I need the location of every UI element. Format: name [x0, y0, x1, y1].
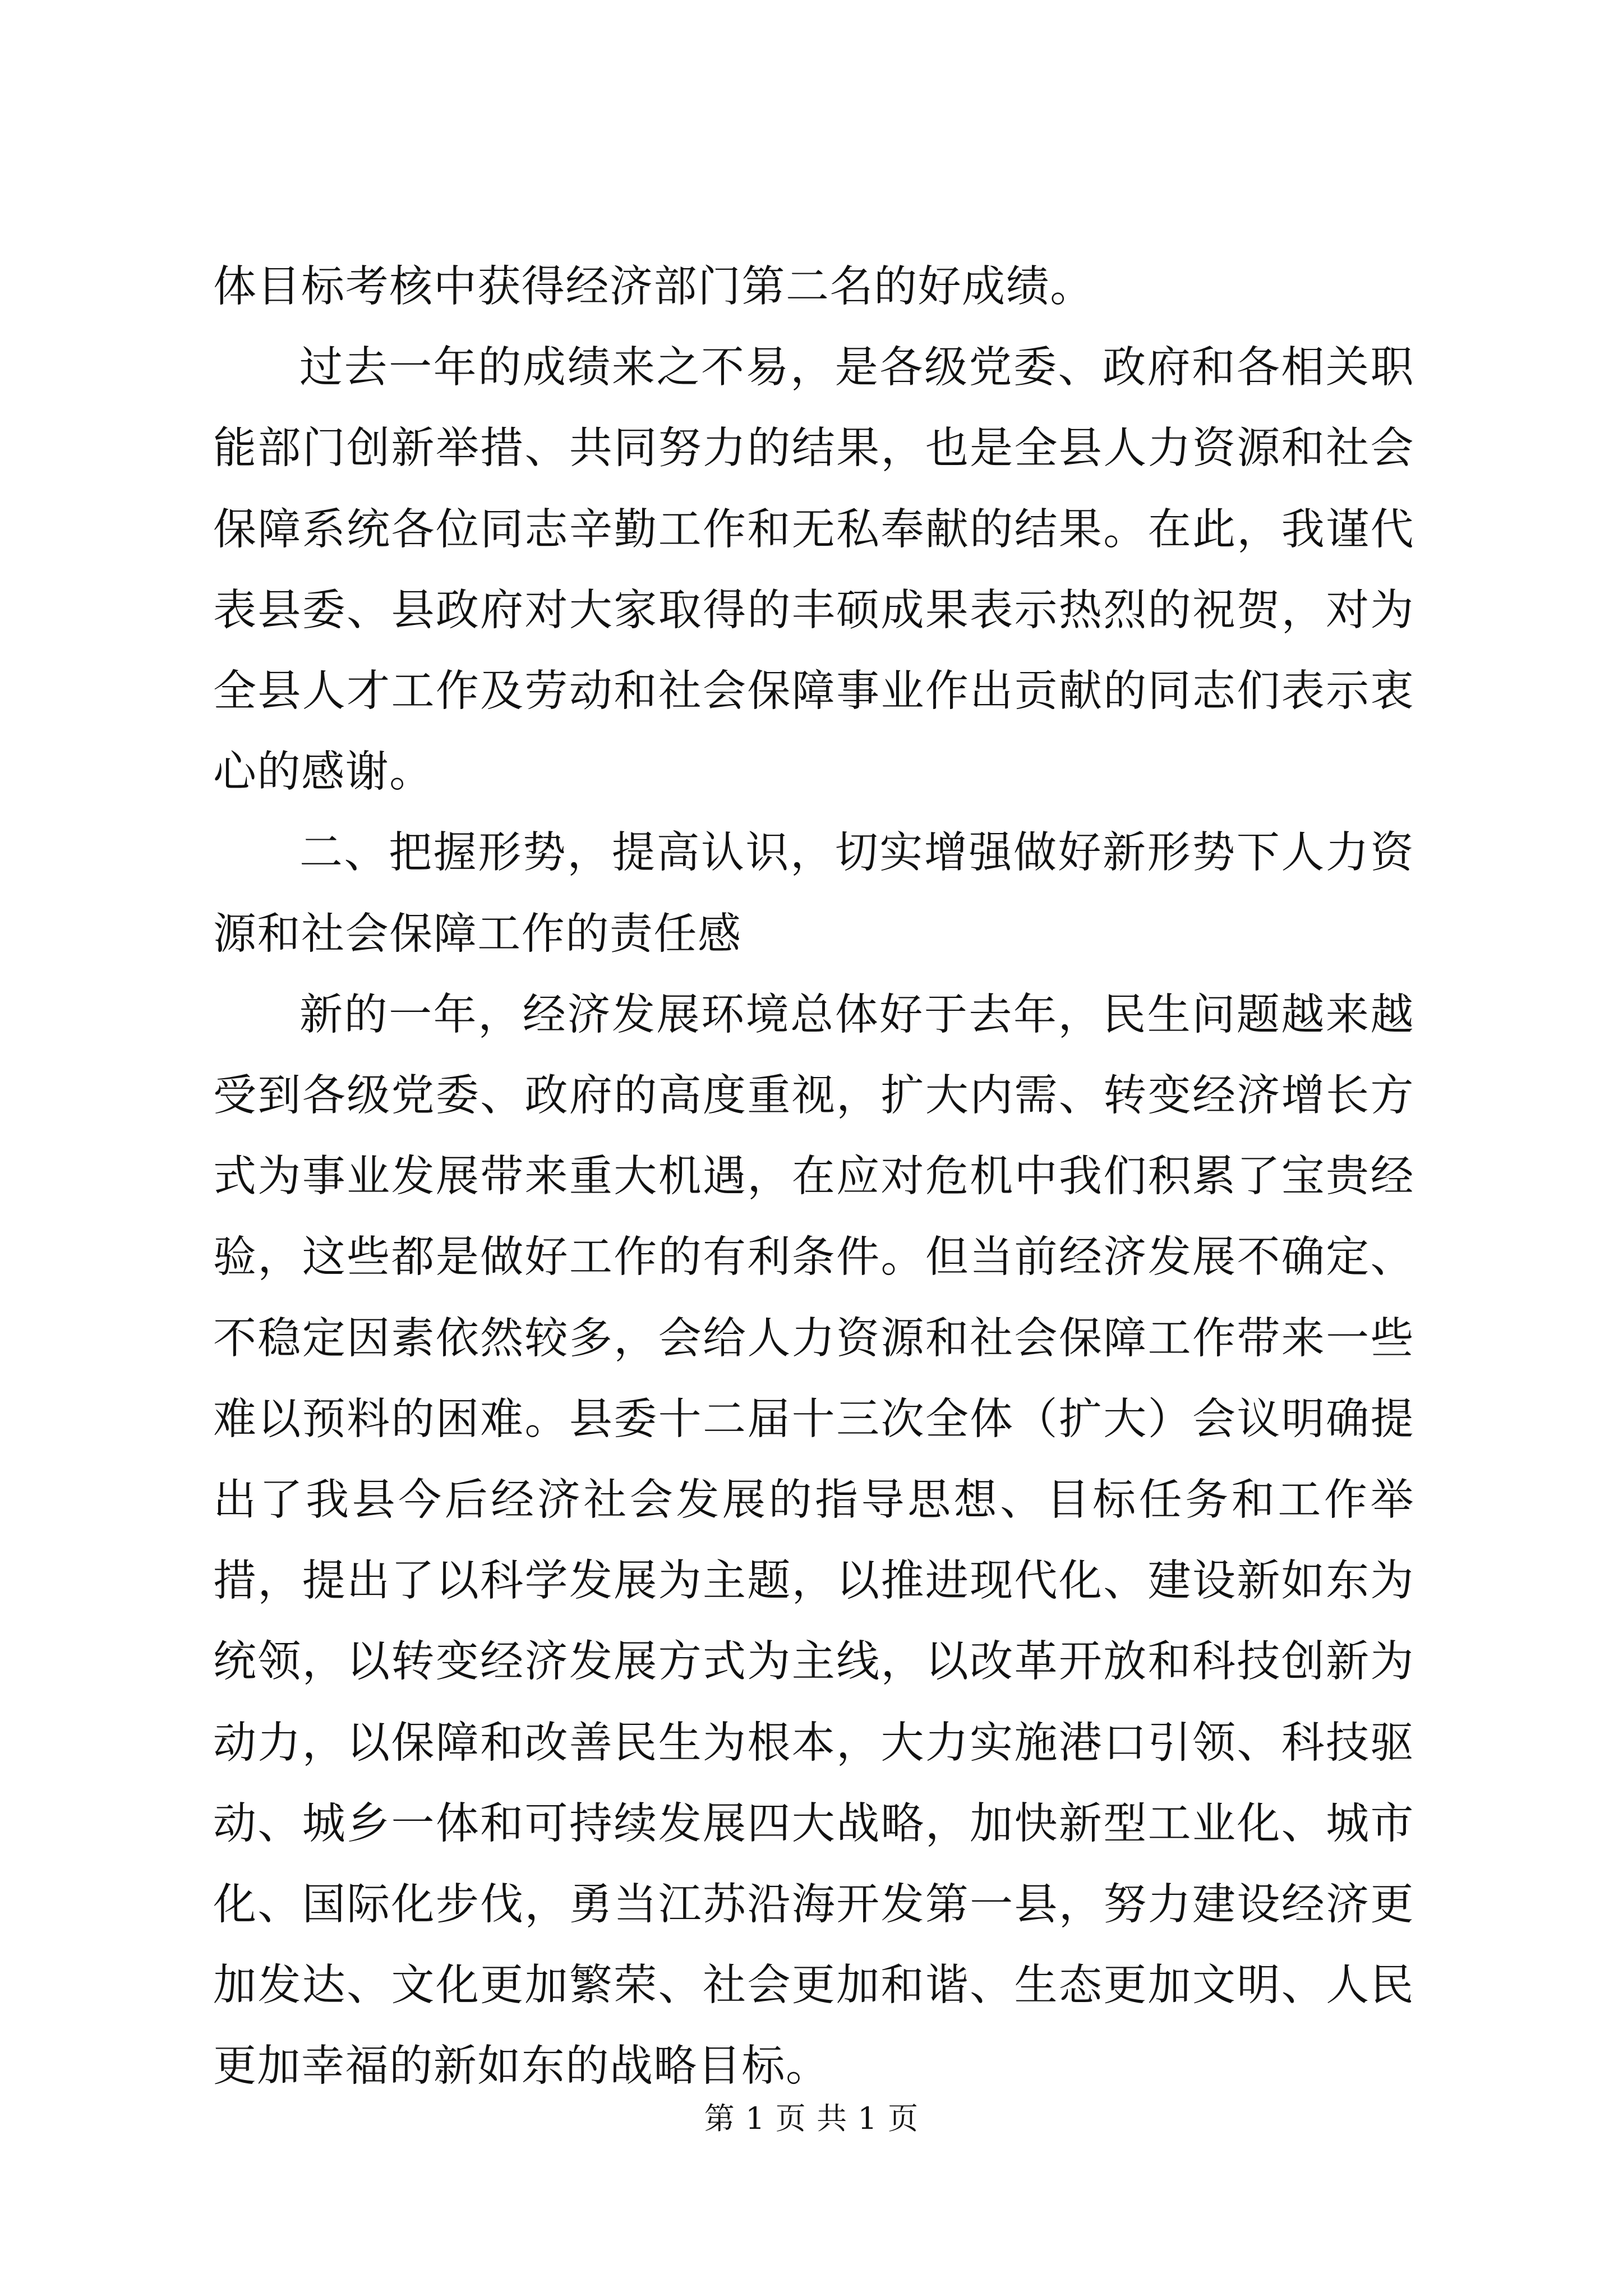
- document-body: [213, 247, 1414, 2108]
- page-footer: 第 1 页 共 1 页: [704, 2101, 919, 2136]
- paragraph-situation: 新的一年，经济发展环境总体好于去年，民生问题越来越受到各级党委、政府的高度重视，扩大内需、转变经济增长方式为事业发展带来重大机遇，在应对危机中我们积累了宝贵经验，这些都是做好工作的有利条件。但当前经济发展不确定、不稳定因素依然较多，会给人力资源和社会保障工作带来一些难以预料的困难。县委十二届十三次全体（扩大）会议明确提出了我县今后经济社会发展的指导思想、目标任务和工作举措，提出了以科学发展为主题，以推进现代化、建设新如东为统领，以转变经济发展方式为主线，以改革开放和科技创新为动力，以保障和改善民生为根本，大力实施港口引领、科技驱动、城乡一体和可持续发展四大战略，加快新型工业化、城市化、国际化步伐，勇当江苏沿海开发第一县，努力建设经济更加发达、文化更加繁荣、社会更加和谐、生态更加文明、人民更加幸福的新如东的战略目标。: [213, 990, 1414, 2092]
- section-heading-two: 二、把握形势，提高认识，切实增强做好新形势下人力资源和社会保障工作的责任感: [213, 828, 1414, 959]
- paragraph-achievements: 过去一年的成绩来之不易，是各级党委、政府和各相关职能部门创新举措、共同努力的结果，也是全县人力资源和社会保障系统各位同志辛勤工作和无私奉献的结果。在此，我谨代表县委、县政府对大家取得的丰硕成果表示热烈的祝贺，对为全县人才工作及劳动和社会保障事业作出贡献的同志们表示衷心的感谢。: [213, 343, 1414, 798]
- paragraph-continuation: 体目标考核中获得经济部门第二名的好成绩。: [213, 262, 1094, 312]
